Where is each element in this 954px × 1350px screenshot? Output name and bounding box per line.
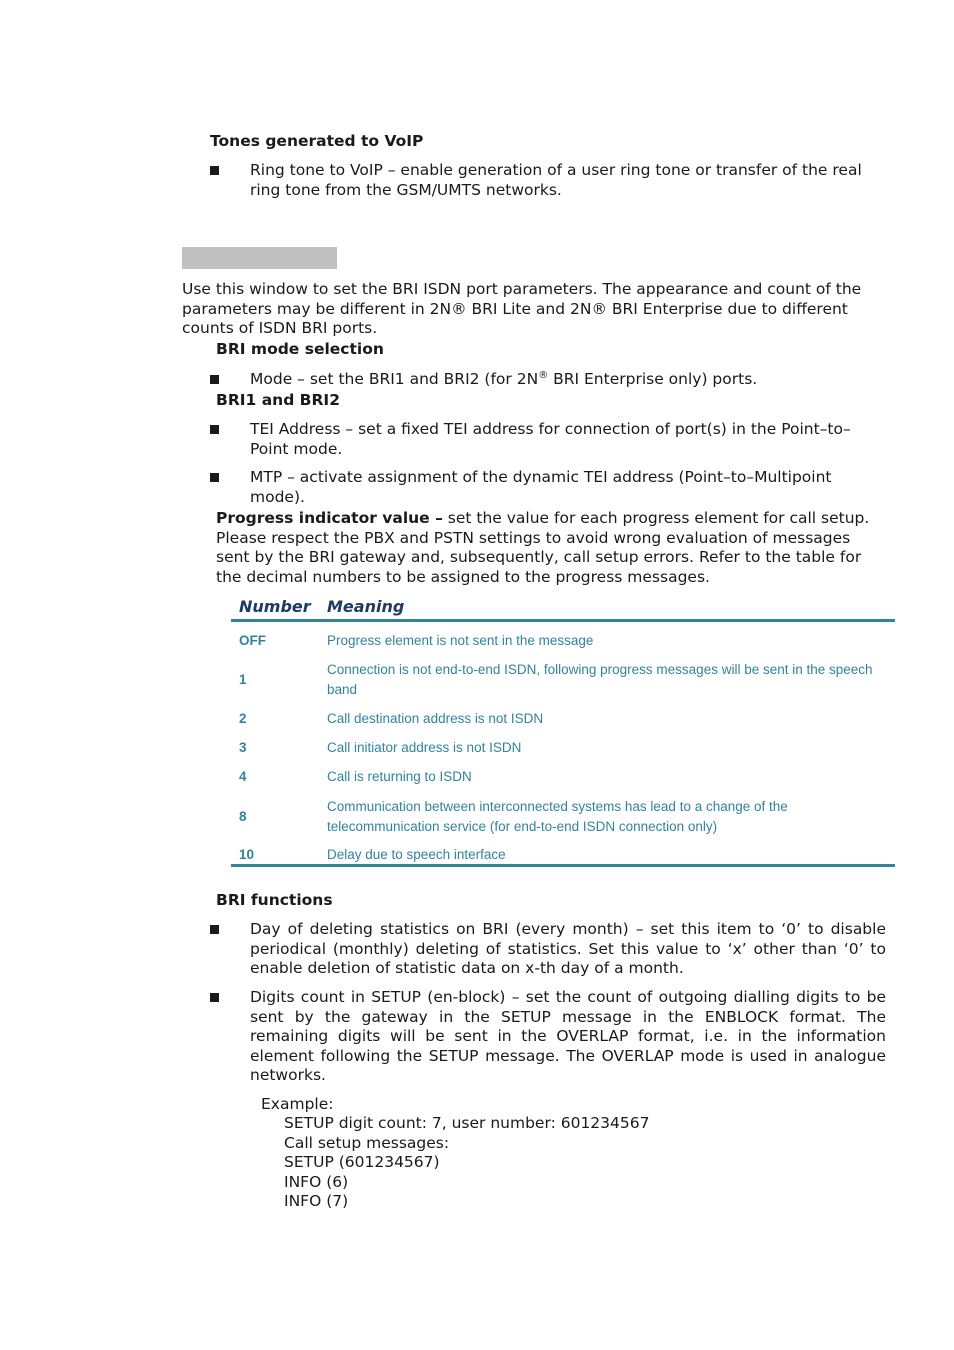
table-cell-number: 1 (239, 672, 247, 687)
example-line: SETUP (601234567) (284, 1153, 440, 1171)
table-cell-meaning: Progress element is not sent in the message (327, 633, 594, 648)
bullet-icon (210, 925, 219, 934)
table-cell-number: 8 (239, 809, 247, 824)
table-cell-meaning: Delay due to speech interface (327, 847, 506, 862)
table-cell-number: 2 (239, 711, 247, 726)
example-label: Example: (261, 1095, 334, 1113)
bullet-tei-address: TEI Address – set a fixed TEI address for connection of port(s) in the Point–to–Point mode. (250, 420, 851, 458)
table-cell-meaning: Call is returning to ISDN (327, 769, 472, 784)
progress-paragraph: Progress indicator value – set the value for each progress element for call setup. Please respect the PBX and PSTN settings to avoid wrong evaluation of messages sent by the BRI gateway and, subsequently, call setup errors. Refer to the table for the decimal numbers to be assigned to the progress messages. (216, 509, 870, 586)
table-header-number: Number (239, 597, 311, 616)
example-line: SETUP digit count: 7, user number: 601234567 (284, 1114, 650, 1132)
bullet-icon (210, 473, 219, 482)
heading-mode-selection: BRI mode selection (216, 340, 384, 358)
table-cell-number: 3 (239, 740, 247, 755)
table-cell-meaning: Call initiator address is not ISDN (327, 740, 522, 755)
bullet-icon (210, 993, 219, 1002)
section-title-placeholder (182, 247, 337, 269)
bullet-mtp: MTP – activate assignment of the dynamic TEI address (Point–to–Multipoint mode). (250, 468, 832, 506)
table-cell-number: 10 (239, 847, 255, 862)
table-cell-meaning: Connection is not end-to-end ISDN, following progress messages will be sent in the speech band (327, 662, 873, 697)
table-cell-meaning: Call destination address is not ISDN (327, 711, 544, 726)
example-line: INFO (7) (284, 1192, 349, 1210)
table-cell-meaning: Communication between interconnected systems has lead to a change of the telecommunication service (for end-to-end ISDN connection only) (327, 799, 788, 834)
bullet-icon (210, 166, 219, 175)
table-bottom-rule (231, 864, 895, 867)
heading-bri1-bri2: BRI1 and BRI2 (216, 391, 340, 409)
bullet-digits-count: Digits count in SETUP (en-block) – set the count of outgoing dialling digits to be sent by the gateway in the SETUP message in the ENBLOCK format. The remaining digits will be sent in the OVERLAP format, i.e. in the information element following the SETUP message. The OVERLAP mode is used in analogue networks. (250, 988, 886, 1085)
table-header-meaning: Meaning (327, 597, 405, 616)
table-cell-number: 4 (239, 769, 247, 784)
heading-tones: Tones generated to VoIP (210, 132, 424, 150)
table-cell-number: OFF (239, 633, 266, 648)
bullet-day-of-deleting: Day of deleting statistics on BRI (every month) – set this item to ‘0’ to disable periodical (monthly) deleting of statistics. Set this value to ‘x’ other than ‘0’ to enable deletion of statistic data on x-th day of a month. (250, 920, 886, 978)
example-line: INFO (6) (284, 1173, 349, 1191)
bullet-icon (210, 425, 219, 434)
intro-paragraph: Use this window to set the BRI ISDN port parameters. The appearance and count of the parameters may be different in 2N® BRI Lite and 2N® BRI Enterprise due to different counts of ISDN BRI ports. (182, 280, 862, 338)
bullet-mode: Mode – set the BRI1 and BRI2 (for 2N® BRI Enterprise only) ports. (250, 369, 758, 388)
table-top-rule (231, 619, 895, 622)
bullet-ring-tone: Ring tone to VoIP – enable generation of a user ring tone or transfer of the real ring tone from the GSM/UMTS networks. (250, 161, 862, 199)
bullet-icon (210, 375, 219, 384)
example-line: Call setup messages: (284, 1134, 450, 1152)
heading-bri-functions: BRI functions (216, 891, 333, 909)
